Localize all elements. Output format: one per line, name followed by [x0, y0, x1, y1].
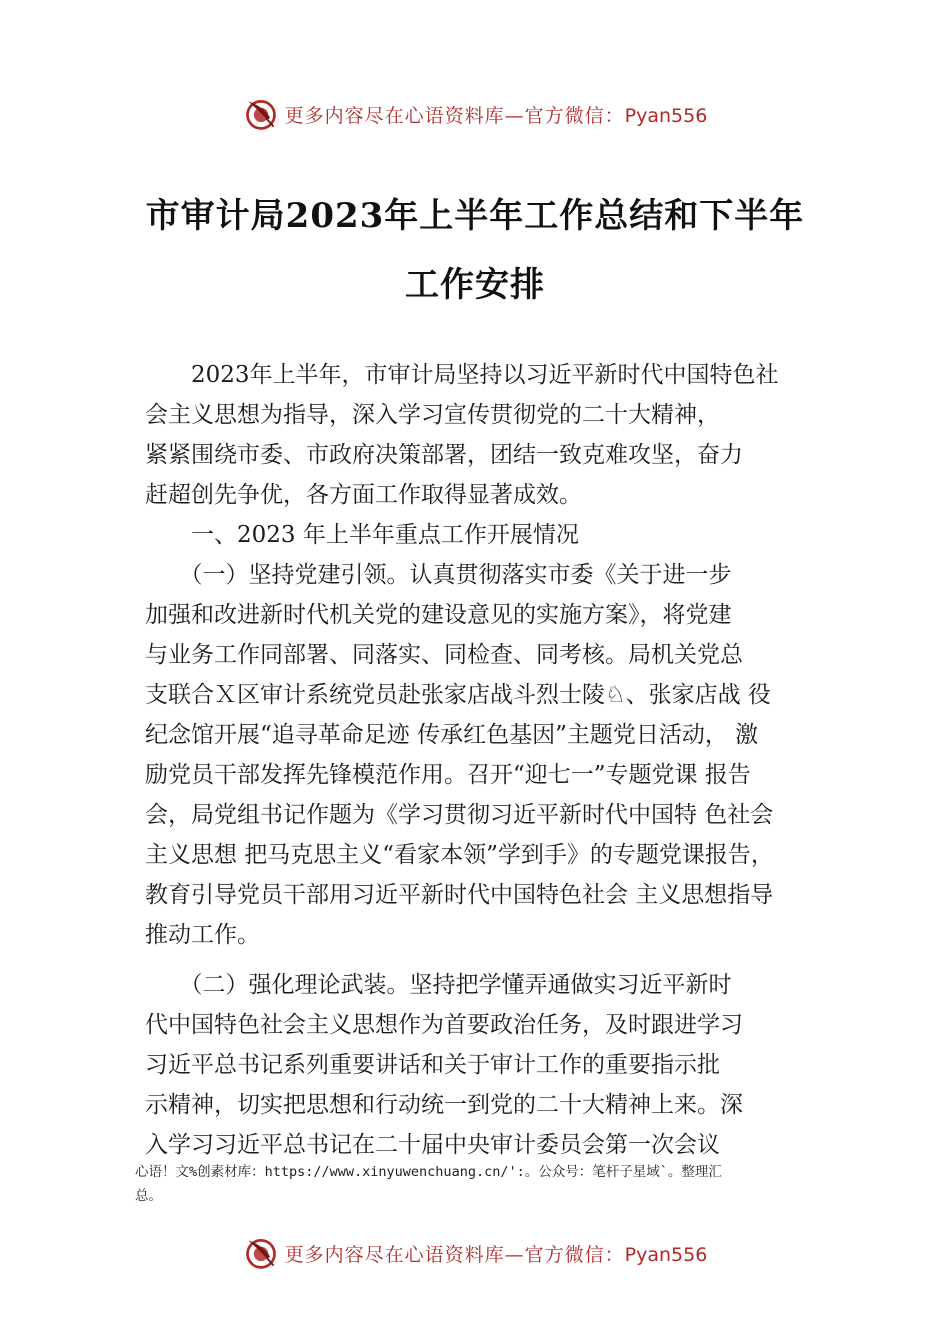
watermark-wechat-id: Pyan556 [624, 104, 708, 127]
text-line: 示精神，切实把思想和行动统一到党的二十大精神上来。深 [145, 1092, 743, 1118]
text-line: 与业务工作同部署、同落实、同检查、同考核。局机关党总 [145, 642, 743, 668]
source-footnote [135, 1160, 855, 1208]
document-title-line2: 工作安排 [405, 265, 545, 305]
watermark-text: 更多内容尽在心语资料库—官方微信：Pyan556 [284, 104, 708, 127]
watermark-banner-bottom [0, 1233, 950, 1273]
text-line: 主义思想 把马克思主义“看家本领”学到手》的专题党课报告， [145, 842, 774, 868]
text-line: 支联合Ｘ区审计系统党员赴张家店战斗烈士陵♘、张家店战 役 [145, 682, 771, 708]
quill-seal-icon [243, 1235, 279, 1271]
watermark-banner-top [0, 94, 950, 134]
text-line: 会，局党组书记作题为《学习贯彻习近平新时代中国特 色社会 [145, 802, 774, 828]
text-line: （一）坚持党建引领。认真贯彻落实市委《关于进一步 [145, 562, 732, 588]
text-line: 代中国特色社会主义思想作为首要政治任务，及时跟进学习 [145, 1012, 743, 1038]
watermark-text: 更多内容尽在心语资料库—官方微信：Pyan556 [284, 1243, 708, 1266]
text-line: 纪念馆开展“追寻革命足迹 传承红色基因”主题党日活动， 激 [145, 722, 759, 748]
text-line: 入学习习近平总书记在二十届中央审计委员会第一次会议 [145, 1132, 720, 1158]
text-line: 紧紧围绕市委、市政府决策部署，团结一致克难攻坚，奋力 [145, 442, 743, 468]
footnote-line: 总。 [135, 1188, 162, 1204]
body-text-block-1 [145, 355, 835, 955]
footnote-line: 心语！文%创素材库：https://www.xinyuwenchuang.cn/':。公众号：笔杆子星域`。整理汇 [135, 1164, 722, 1180]
body-text-block-2 [145, 965, 835, 1165]
quill-seal-icon [243, 96, 279, 132]
text-line: 会主义思想为指导，深入学习宣传贯彻党的二十大精神， [145, 402, 720, 428]
watermark-wechat-id: Pyan556 [624, 1243, 708, 1266]
text-line: 习近平总书记系列重要讲话和关于审计工作的重要指示批 [145, 1052, 720, 1078]
document-title-line1: 市审计局2023年上半年工作总结和下半年 [145, 196, 805, 236]
text-line: 推动工作。 [145, 922, 260, 948]
text-line: 加强和改进新时代机关党的建设意见的实施方案》，将党建 [145, 602, 732, 628]
text-line: （二）强化理论武装。坚持把学懂弄通做实习近平新时 [145, 972, 732, 998]
text-line: 2023年上半年，市审计局坚持以习近平新时代中国特色社 [145, 362, 779, 388]
text-line: 教育引导党员干部用习近平新时代中国特色社会 主义思想指导 [145, 882, 774, 908]
text-line: 赶超创先争优，各方面工作取得显著成效。 [145, 482, 582, 508]
text-line: 励党员干部发挥先锋模范作用。召开“迎七一”专题党课 报告 [145, 762, 751, 788]
section-heading: 一、2023 年上半年重点工作开展情况 [145, 522, 579, 548]
